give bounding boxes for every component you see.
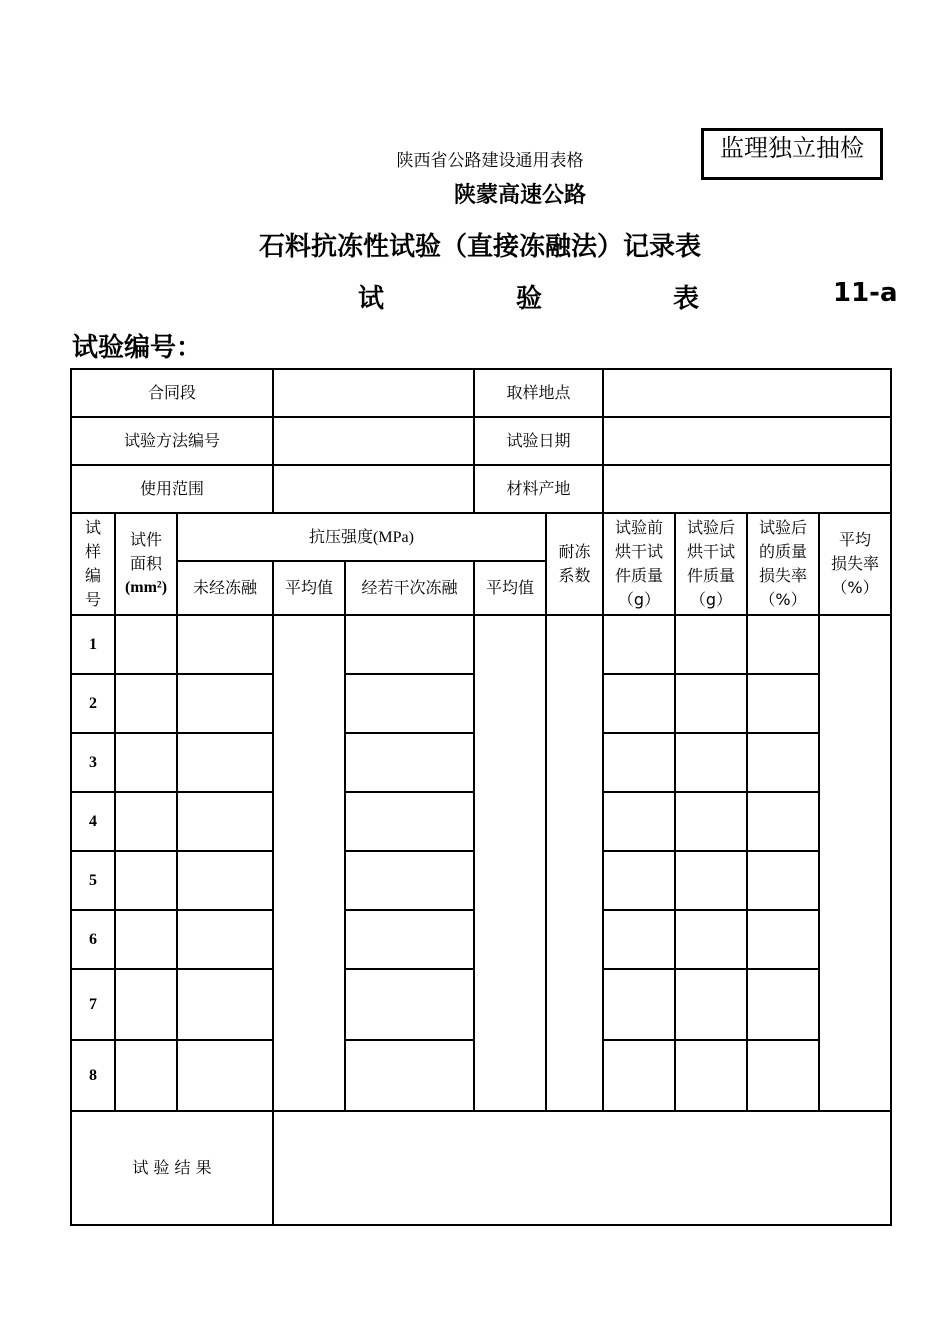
area-cell[interactable] (115, 910, 177, 969)
project-name: 陕蒙高速公路 (453, 183, 586, 208)
row-number: 7 (71, 969, 115, 1040)
loss-rate-cell[interactable] (747, 615, 819, 674)
after-cycles-cell[interactable] (345, 615, 474, 674)
usage-field[interactable] (273, 465, 474, 513)
mass-before-cell[interactable] (603, 851, 675, 910)
usage-label: 使用范围 (71, 465, 273, 513)
loss-rate-cell[interactable] (747, 733, 819, 792)
loss-rate-cell[interactable] (747, 674, 819, 733)
mass-before-cell[interactable] (603, 910, 675, 969)
row-number: 6 (71, 910, 115, 969)
sampling-place-field[interactable] (603, 369, 891, 417)
unfrozen-cell[interactable] (177, 851, 273, 910)
unfrozen-cell[interactable] (177, 1040, 273, 1111)
test-date-label: 试验日期 (474, 417, 603, 465)
after-cycles-cell[interactable] (345, 969, 474, 1040)
area-cell[interactable] (115, 969, 177, 1040)
after-cycles-cell[interactable] (345, 1040, 474, 1111)
loss-rate-header: 试验后 的质量 损失率 （%） (747, 513, 819, 615)
loss-rate-cell[interactable] (747, 1040, 819, 1111)
avg1-header: 平均值 (273, 561, 345, 615)
unfrozen-cell[interactable] (177, 674, 273, 733)
sampling-place-label: 取样地点 (474, 369, 603, 417)
unfrozen-cell[interactable] (177, 733, 273, 792)
result-label: 试 验 结 果 (71, 1111, 273, 1225)
avg2-cell[interactable] (474, 615, 546, 1111)
loss-rate-cell[interactable] (747, 910, 819, 969)
contract-label: 合同段 (71, 369, 273, 417)
mass-after-cell[interactable] (675, 1040, 747, 1111)
origin-field[interactable] (603, 465, 891, 513)
loss-rate-cell[interactable] (747, 792, 819, 851)
after-cycles-cell[interactable] (345, 851, 474, 910)
row-number: 4 (71, 792, 115, 851)
mass-before-cell[interactable] (603, 1040, 675, 1111)
sample-no-header: 试 样 编 号 (71, 513, 115, 615)
area-cell[interactable] (115, 1040, 177, 1111)
frost-coef-header: 耐冻 系数 (546, 513, 603, 615)
after-cycles-cell[interactable] (345, 792, 474, 851)
mass-after-cell[interactable] (675, 792, 747, 851)
row-number: 8 (71, 1040, 115, 1111)
mass-after-cell[interactable] (675, 851, 747, 910)
after-cycles-header: 经若干次冻融 (345, 561, 474, 615)
loss-rate-cell[interactable] (747, 969, 819, 1040)
unfrozen-cell[interactable] (177, 792, 273, 851)
form-code-number: 11-a (833, 278, 898, 308)
mass-after-header: 试验后 烘干试 件质量 （g） (675, 513, 747, 615)
unfrozen-cell[interactable] (177, 969, 273, 1040)
unfrozen-header: 未经冻融 (177, 561, 273, 615)
mass-after-cell[interactable] (675, 674, 747, 733)
avg1-cell[interactable] (273, 615, 345, 1111)
area-cell[interactable] (115, 733, 177, 792)
form-code-char-3: 表 (673, 284, 700, 314)
row-number: 2 (71, 674, 115, 733)
unfrozen-cell[interactable] (177, 615, 273, 674)
method-no-field[interactable] (273, 417, 474, 465)
supervision-stamp: 监理独立抽检 (701, 128, 883, 180)
strength-header: 抗压强度(MPa) (177, 513, 546, 561)
frost-coef-cell[interactable] (546, 615, 603, 1111)
avg2-header: 平均值 (474, 561, 546, 615)
contract-field[interactable] (273, 369, 474, 417)
area-cell[interactable] (115, 674, 177, 733)
avg-loss-cell[interactable] (819, 615, 891, 1111)
avg-loss-header: 平均 损失率 （%） (819, 513, 891, 615)
mass-after-cell[interactable] (675, 733, 747, 792)
record-table (70, 368, 892, 1226)
form-title: 石料抗冻性试验（直接冻融法）记录表 (258, 232, 701, 262)
mass-before-cell[interactable] (603, 792, 675, 851)
mass-before-cell[interactable] (603, 733, 675, 792)
mass-after-cell[interactable] (675, 615, 747, 674)
after-cycles-cell[interactable] (345, 674, 474, 733)
row-number: 5 (71, 851, 115, 910)
row-number: 1 (71, 615, 115, 674)
test-date-field[interactable] (603, 417, 891, 465)
form-code-char-2: 验 (516, 284, 543, 314)
mass-before-cell[interactable] (603, 969, 675, 1040)
after-cycles-cell[interactable] (345, 910, 474, 969)
area-cell[interactable] (115, 792, 177, 851)
mass-after-cell[interactable] (675, 910, 747, 969)
method-no-label: 试验方法编号 (71, 417, 273, 465)
loss-rate-cell[interactable] (747, 851, 819, 910)
row-number: 3 (71, 733, 115, 792)
mass-after-cell[interactable] (675, 969, 747, 1040)
mass-before-header: 试验前 烘干试 件质量 （g） (603, 513, 675, 615)
unfrozen-cell[interactable] (177, 910, 273, 969)
result-field[interactable] (273, 1111, 891, 1225)
mass-before-cell[interactable] (603, 674, 675, 733)
standard-caption: 陕西省公路建设通用表格 (396, 151, 584, 171)
form-code-char-1: 试 (358, 284, 385, 314)
after-cycles-cell[interactable] (345, 733, 474, 792)
mass-before-cell[interactable] (603, 615, 675, 674)
origin-label: 材料产地 (474, 465, 603, 513)
test-number-label: 试验编号： (72, 333, 203, 363)
area-cell[interactable] (115, 851, 177, 910)
area-cell[interactable] (115, 615, 177, 674)
area-header: 试件 面积 (mm²) (115, 513, 177, 615)
